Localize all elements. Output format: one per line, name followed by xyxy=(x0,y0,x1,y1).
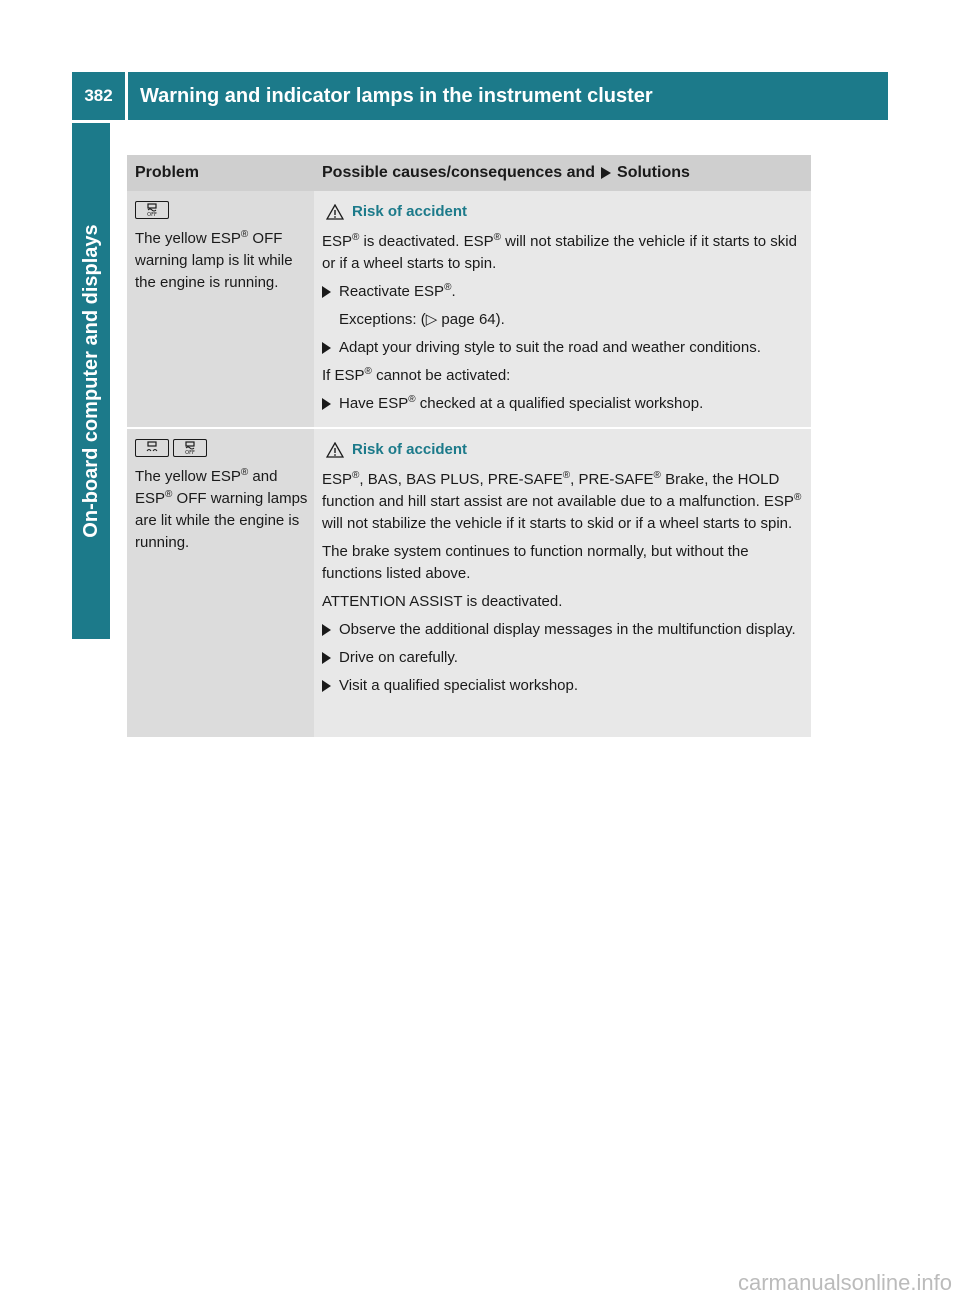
problem-text-a: The yellow ESP xyxy=(135,230,241,247)
text: If ESP xyxy=(322,367,365,384)
instruction-step xyxy=(322,337,803,359)
instruction-step xyxy=(322,619,803,641)
esp-lamp-icon xyxy=(135,439,169,457)
problem-solution-table xyxy=(127,155,811,739)
column-header-solutions-word: Solutions xyxy=(617,164,690,181)
registered-mark: ® xyxy=(240,229,249,240)
text: checked at a qualified specialist workshop. xyxy=(415,395,704,412)
step-arrow-icon xyxy=(322,342,331,354)
table-header xyxy=(127,155,811,191)
text: Visit a qualified specialist workshop. xyxy=(339,677,579,694)
chapter-tab xyxy=(72,123,110,639)
step-arrow-icon xyxy=(322,398,331,410)
text: Drive on carefully. xyxy=(339,649,458,666)
registered-mark: ® xyxy=(444,282,452,293)
instruction-step xyxy=(322,281,803,303)
registered-mark: ® xyxy=(240,467,249,478)
risk-warning-text: Risk of accident xyxy=(352,203,468,220)
registered-mark: ® xyxy=(562,470,571,481)
problem-text: The yellow ESP xyxy=(135,468,241,485)
text: will not stabilize the vehicle if it starts to skid or if a wheel starts to spin. xyxy=(322,515,793,532)
problem-text: OFF warning lamps are lit while the engine is running. xyxy=(135,490,308,551)
instruction-note: Exceptions: (▷ page 64). xyxy=(339,311,505,328)
text: Brake, the HOLD function and hill start assist are not available due to a malfunction. ESP xyxy=(322,471,794,510)
text: is deactivated. ESP xyxy=(359,233,494,250)
table-row xyxy=(127,191,811,429)
registered-mark: ® xyxy=(408,394,416,405)
problem-cell xyxy=(127,191,314,427)
column-header-solutions-text: Possible causes/consequences and xyxy=(322,164,596,181)
svg-text:OFF: OFF xyxy=(147,212,157,217)
column-header-problem: Problem xyxy=(135,164,200,181)
registered-mark: ® xyxy=(364,366,372,377)
instruction-step xyxy=(322,393,803,415)
problem-text-c: OFF warning lamp is lit while the engine is running. xyxy=(135,230,293,291)
text: Have ESP xyxy=(339,395,409,412)
risk-warning xyxy=(322,439,803,461)
page-header xyxy=(72,72,888,120)
registered-mark: ® xyxy=(793,492,802,503)
step-arrow-icon xyxy=(322,286,331,298)
warning-triangle-icon xyxy=(326,442,344,458)
esp-off-lamp-icon xyxy=(173,439,207,457)
step-arrow-icon xyxy=(322,652,331,664)
registered-mark: ® xyxy=(352,470,360,481)
step-arrow-icon xyxy=(322,624,331,636)
svg-text:OFF: OFF xyxy=(185,450,195,455)
problem-text: ESP xyxy=(135,490,166,507)
registered-mark: ® xyxy=(165,489,173,500)
page-number: 382 xyxy=(72,72,125,120)
problem-text: and xyxy=(248,468,278,485)
warning-triangle-icon xyxy=(326,204,344,220)
page-title: Warning and indicator lamps in the instrument cluster xyxy=(128,72,888,120)
table-row xyxy=(127,429,811,739)
column-header-solutions xyxy=(314,155,811,191)
text: , BAS, BAS PLUS, PRE-SAFE xyxy=(359,471,563,488)
problem-cell xyxy=(127,429,314,737)
text: ESP xyxy=(322,233,353,250)
text: will not stabilize the vehicle if it starts to skid or if a wheel starts to spin. xyxy=(322,233,797,272)
solution-paragraph xyxy=(322,365,803,387)
solution-paragraph: ATTENTION ASSIST is deactivated. xyxy=(322,593,563,610)
solution-paragraph xyxy=(322,469,803,535)
arrow-right-icon xyxy=(601,167,611,179)
solution-paragraph: The brake system continues to function normally, but without the functions listed above. xyxy=(322,543,749,582)
solution-cell xyxy=(314,429,811,737)
text: Adapt your driving style to suit the road and weather conditions. xyxy=(339,339,761,356)
registered-mark: ® xyxy=(653,470,661,481)
text: ESP xyxy=(322,471,353,488)
registered-mark: ® xyxy=(493,232,502,243)
step-arrow-icon xyxy=(322,680,331,692)
chapter-tab-label: On-board computer and displays xyxy=(79,224,102,538)
risk-warning-text: Risk of accident xyxy=(352,441,468,458)
registered-mark: ® xyxy=(352,232,360,243)
text: Observe the additional display messages in the multifunction display. xyxy=(339,621,796,638)
risk-warning xyxy=(322,201,803,223)
watermark: carmanualsonline.info xyxy=(737,1270,952,1295)
esp-off-lamp-icon xyxy=(135,201,169,219)
text: cannot be activated: xyxy=(371,367,511,384)
solution-paragraph xyxy=(322,231,803,275)
text: Reactivate ESP xyxy=(339,283,445,300)
text: . xyxy=(451,283,456,300)
solution-cell xyxy=(314,191,811,427)
instruction-step xyxy=(322,647,803,669)
instruction-step xyxy=(322,675,803,697)
text: , PRE-SAFE xyxy=(570,471,654,488)
